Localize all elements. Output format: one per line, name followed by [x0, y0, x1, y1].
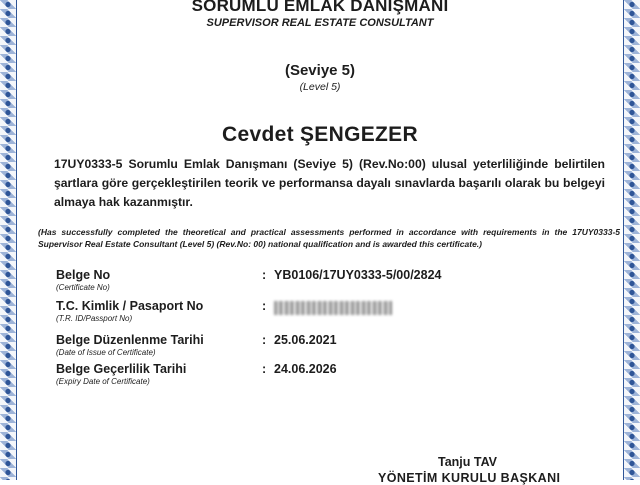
field-label: Belge Düzenlenme Tarihi [56, 333, 204, 347]
signatory-title: YÖNETİM KURULU BAŞKANI [378, 471, 561, 485]
level-label-english: (Level 5) [299, 81, 341, 93]
field-label: T.C. Kimlik / Pasaport No [56, 299, 204, 313]
field-value: YB0106/17UY0333-5/00/2824 [274, 268, 442, 282]
field-label: Belge No [56, 268, 111, 282]
field-label-english: (Expiry Date of Certificate) [56, 377, 150, 386]
right-decorative-border [623, 0, 640, 480]
left-decorative-border [0, 0, 17, 480]
field-value: 24.06.2026 [274, 362, 337, 376]
certificate-body [16, 0, 624, 485]
field-label-english: (Date of Issue of Certificate) [56, 348, 156, 357]
certificate-title-english: SUPERVISOR REAL ESTATE CONSULTANT [206, 17, 434, 29]
field-label-english: (T.R. ID/Passport No) [56, 314, 133, 323]
field-colon: : [262, 362, 267, 376]
level-label: (Seviye 5) [284, 62, 356, 79]
field-colon: : [262, 333, 267, 347]
field-value: 25.06.2021 [274, 333, 337, 347]
statement-turkish: 17UY0333-5 Sorumlu Emlak Danışmanı (Seviye 5) (Rev.No:00) ulusal yeterliliğinde belirtilen şartlara göre gerçekleştirilen teorik ve performansa dayalı sınavlarda başarılı olarak bu belgeyi almaya hak kazanmıştır. [54, 157, 605, 209]
signatory-name: Tanju TAV [438, 455, 498, 469]
field-colon: : [262, 299, 267, 313]
statement-english: (Has successfully completed the theoretical and practical assessments performed in accordance with requirements in the 17UY0333-5 Supervisor Real Estate Consultant (Level 5) (Rev.No: 00) national qualification and is awarded this certificate.) [38, 227, 620, 249]
field-label-english: (Certificate No) [56, 283, 110, 292]
holder-name: Cevdet ŞENGEZER [222, 123, 418, 146]
field-colon: : [262, 268, 267, 282]
field-label: Belge Geçerlilik Tarihi [56, 362, 187, 376]
certificate-title: SORUMLU EMLAK DANIŞMANI [191, 0, 449, 15]
redaction-blur [274, 301, 392, 315]
field-value-redacted [274, 299, 392, 318]
